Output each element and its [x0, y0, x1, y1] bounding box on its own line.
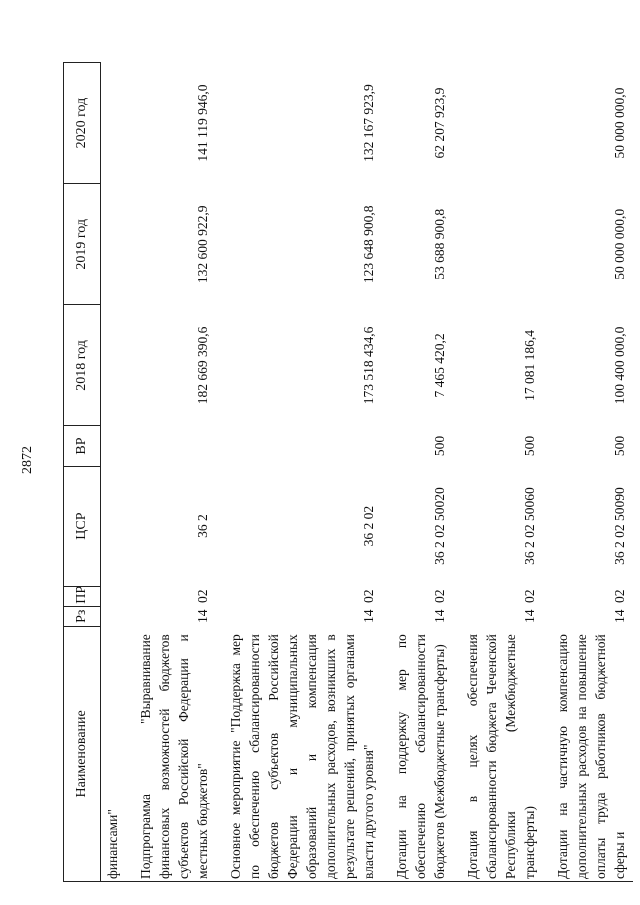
row-2019	[453, 184, 543, 305]
table-row	[382, 63, 453, 882]
row-vr	[101, 426, 127, 466]
row-2018: 182 669 390,6	[195, 326, 210, 405]
header-name: Наименование	[64, 626, 101, 881]
page-number	[18, 440, 38, 480]
row-2018: 173 518 434,6	[361, 326, 376, 405]
row-name: Основное мероприятие "Поддержка мер по обеспечению сбалансированности бюджетов субъектов Российской Федерации и муниципальных образований и компенсация дополнительных расходов, возникших в результате решений, принятых органами власти другого уровня"	[216, 626, 382, 881]
row-pr	[101, 586, 127, 606]
budget-table	[63, 62, 633, 882]
row-csr: 36 2 02 50060	[522, 487, 537, 565]
row-2019: 123 648 900,8	[361, 205, 376, 284]
row-csr: 36 2 02 50020	[432, 487, 447, 565]
header-2019: 2019 год	[64, 184, 101, 305]
row-rz: 14	[361, 609, 376, 623]
row-rz	[101, 606, 127, 626]
row-csr: 36 2 02 50090	[612, 487, 627, 565]
row-2019: 53 688 900,8	[432, 208, 447, 280]
row-rz: 14	[522, 609, 537, 623]
row-2018: 100 400 000,0	[612, 326, 627, 405]
row-pr: 02	[612, 589, 627, 603]
table-row	[543, 63, 633, 882]
header-rz: Рз	[64, 606, 101, 626]
table-row	[126, 63, 216, 882]
row-name: Дотации на поддержку мер по обеспечению сбалансированности бюджетов (Межбюджетные трансферты)	[382, 626, 453, 881]
table-row	[101, 63, 127, 882]
row-2020: 141 119 946,0	[195, 84, 210, 162]
row-pr: 02	[361, 589, 376, 603]
row-vr: 500	[432, 435, 447, 457]
row-pr: 02	[432, 589, 447, 603]
header-vr: ВР	[64, 426, 101, 466]
header-csr: ЦСР	[64, 466, 101, 586]
row-vr: 500	[522, 435, 537, 457]
row-2019: 50 000 000,0	[612, 208, 627, 280]
row-2020	[453, 63, 543, 184]
page-number-text: 2872	[20, 446, 35, 474]
row-name: финансами"	[101, 626, 127, 881]
row-csr	[101, 466, 127, 586]
header-2018: 2018 год	[64, 305, 101, 426]
row-name: Подпрограмма "Выравнивание финансовых возможностей бюджетов субъектов Российской Федерации и местных бюджетов"	[126, 626, 216, 881]
row-2020	[101, 63, 127, 184]
row-csr: 36 2 02	[361, 505, 376, 547]
row-2020: 50 000 000,0	[612, 87, 627, 159]
row-name: Дотация в целях обеспечения сбалансированности бюджета Чеченской Республики (Межбюджетные трансферты)	[453, 626, 543, 881]
header-2020: 2020 год	[64, 63, 101, 184]
row-2019	[101, 184, 127, 305]
row-2020: 132 167 923,9	[361, 84, 376, 162]
row-vr	[126, 426, 216, 466]
row-rz: 14	[195, 609, 210, 623]
budget-table-page	[63, 62, 627, 882]
row-name: Дотации на частичную компенсацию дополнительных расходов на повышение оплаты труда работников бюджетной сферы и	[543, 626, 633, 881]
row-csr: 36 2	[195, 514, 210, 538]
row-2018: 17 081 186,4	[522, 329, 537, 401]
table-row	[216, 63, 382, 882]
row-2018	[101, 305, 127, 426]
header-pr: ПР	[64, 586, 101, 606]
row-2020: 62 207 923,9	[432, 87, 447, 159]
row-rz: 14	[432, 609, 447, 623]
row-rz: 14	[612, 609, 627, 623]
row-vr	[216, 426, 382, 466]
row-pr: 02	[195, 589, 210, 603]
table-header-row	[64, 63, 101, 882]
row-vr: 500	[612, 435, 627, 457]
table-row	[453, 63, 543, 882]
row-2018: 7 465 420,2	[432, 333, 447, 398]
row-pr: 02	[522, 589, 537, 603]
row-2019: 132 600 922,9	[195, 205, 210, 284]
